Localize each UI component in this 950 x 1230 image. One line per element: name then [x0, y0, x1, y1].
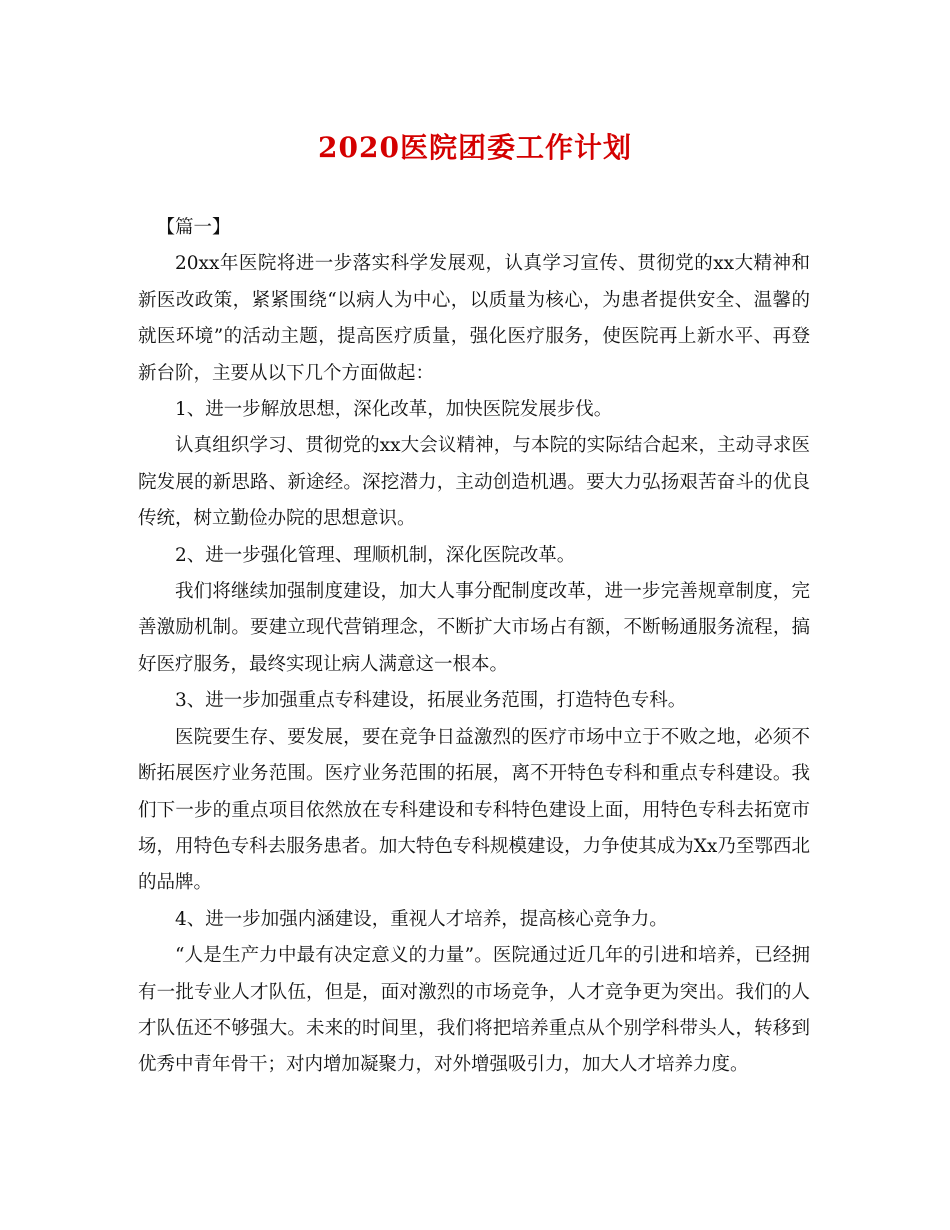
document-title: 2020医院团委工作计划 — [318, 131, 632, 164]
paragraph-item-4: “人是生产力中最有决定意义的力量”。医院通过近几年的引进和培养，已经拥有一批专业人才队伍，但是，面对激烈的市场竞争，人才竞争更为突出。我们的人才队伍还不够强大。未来的时间里，我们将把培养重点从个别学科带头人，转移到优秀中青年骨干；对内增加凝聚力，对外增强吸引力，加大人才培养力度。 — [138, 945, 810, 1076]
paragraph-item-2: 我们将继续加强制度建设，加大人事分配制度改革，进一步完善规章制度，完善激励机制。要建立现代营销理念，不断扩大市场占有额，不断畅通服务流程，搞好医疗服务，最终实现让病人满意这一根本。 — [138, 581, 810, 675]
heading-item-4: 4、进一步加强内涵建设，重视人才培养，提高核心竞争力。 — [175, 908, 668, 930]
paragraph-item-1: 认真组织学习、贯彻党的xx大会议精神，与本院的实际结合起来，主动寻求医院发展的新思路、新途经。深挖潜力，主动创造机遇。要大力弘扬艰苦奋斗的优良传统，树立勤俭办院的思想意识。 — [138, 435, 810, 530]
heading-item-1: 1、进一步解放思想，深化改革，加快医院发展步伐。 — [175, 399, 613, 421]
heading-item-2: 2、进一步强化管理、理顺机制，深化医院改革。 — [175, 544, 576, 566]
document-body — [138, 210, 810, 1084]
paragraph-intro: 20xx年医院将进一步落实科学发展观，认真学习宣传、贯彻党的xx大精神和新医改政策，紧紧围绕“以病人为中心，以质量为核心，为患者提供安全、温馨的就医环境”的活动主题，提高医疗质量，强化医疗服务，使医院再上新水平、再登新台阶，主要从以下几个方面做起： — [138, 253, 810, 384]
heading-item-3: 3、进一步加强重点专科建设，拓展业务范围，打造特色专科。 — [175, 690, 687, 712]
section-label: 【篇一】 — [156, 217, 231, 238]
paragraph-item-3: 医院要生存、要发展，要在竞争日益激烈的医疗市场中立于不败之地，必须不断拓展医疗业务范围。医疗业务范围的拓展，离不开特色专科和重点专科建设。我们下一步的重点项目依然放在专科建设和专科特色建设上面，用特色专科去拓宽市场，用特色专科去服务患者。加大特色专科规模建设，力争使其成为Xx乃至鄂西北的品牌。 — [138, 726, 810, 894]
